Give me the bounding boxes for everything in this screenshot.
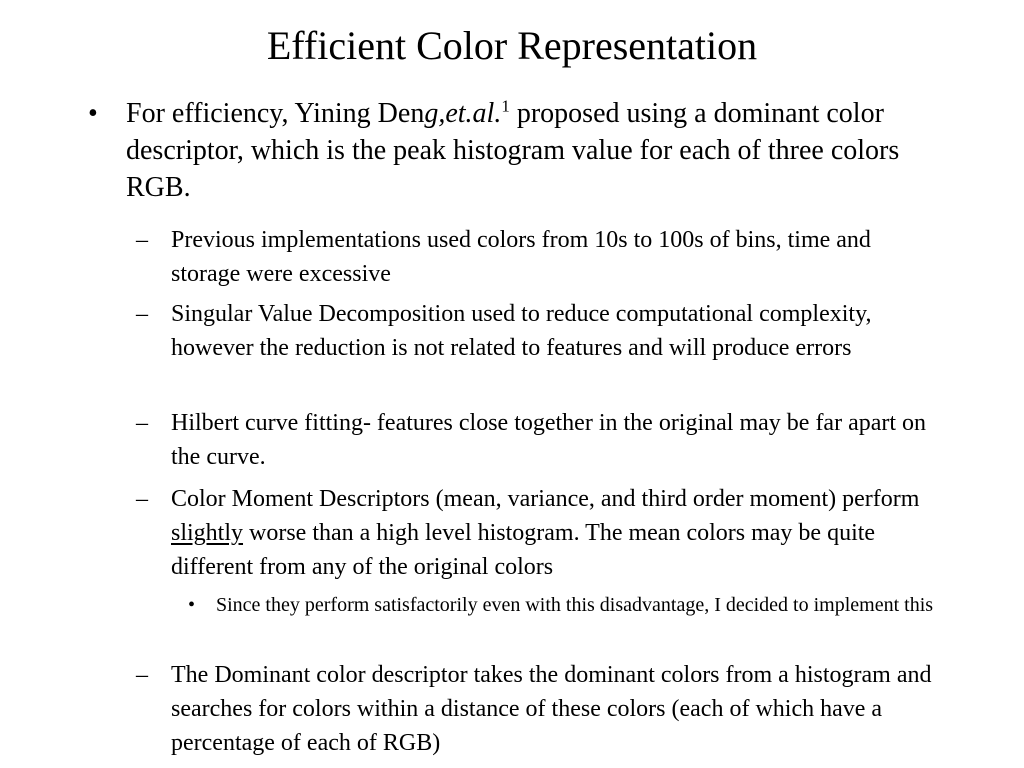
dash-marker: –	[136, 486, 148, 512]
sub-bullet-text-end: worse than a high level histogram. The mean colors may be quite different from any of the original colors	[171, 520, 876, 580]
sub-bullet-previous-implementations	[136, 223, 941, 291]
sub-bullet-hilbert	[136, 406, 941, 474]
sub-bullet-svd	[136, 297, 941, 365]
main-bullet-italic: g,et.al.	[424, 98, 502, 129]
bullet-marker: •	[188, 594, 196, 616]
sub-bullet-text: Hilbert curve fitting- features close together in the original may be far apart on the curve.	[171, 410, 927, 470]
main-bullet	[88, 95, 926, 206]
nested-bullet-text: Since they perform satisfactorily even with this disadvantage, I decided to implement this	[216, 594, 934, 616]
dash-marker: –	[136, 227, 148, 253]
sub-bullet-text: Singular Value Decomposition used to reduce computational complexity, however the reduction is not related to features and will produce errors	[171, 301, 872, 361]
main-bullet-text-start: For efficiency, Yining Den	[126, 98, 425, 129]
underlined-word: slightly	[171, 520, 244, 546]
sub-bullet-dominant-color	[136, 658, 941, 760]
dash-marker: –	[136, 662, 148, 688]
dash-marker: –	[136, 410, 148, 436]
slide-title: Efficient Color Representation	[266, 23, 758, 68]
bullet-marker: •	[88, 98, 98, 129]
dash-marker: –	[136, 301, 148, 327]
nested-bullet-satisfactorily	[188, 591, 936, 620]
main-bullet-text-end: proposed using a dominant color descriptor, which is the peak histogram value for each of three colors RGB.	[126, 98, 900, 203]
sub-bullet-text-start: Color Moment Descriptors (mean, variance, and third order moment) perform	[171, 486, 920, 512]
sub-bullet-color-moment	[136, 482, 941, 584]
sub-bullet-text: The Dominant color descriptor takes the dominant colors from a histogram and searches for colors within a distance of these colors (each of which have a percentage of each of RGB)	[171, 662, 932, 756]
sub-bullet-text: Previous implementations used colors from 10s to 100s of bins, time and storage were excessive	[171, 227, 871, 287]
footnote-reference: 1	[501, 96, 510, 116]
